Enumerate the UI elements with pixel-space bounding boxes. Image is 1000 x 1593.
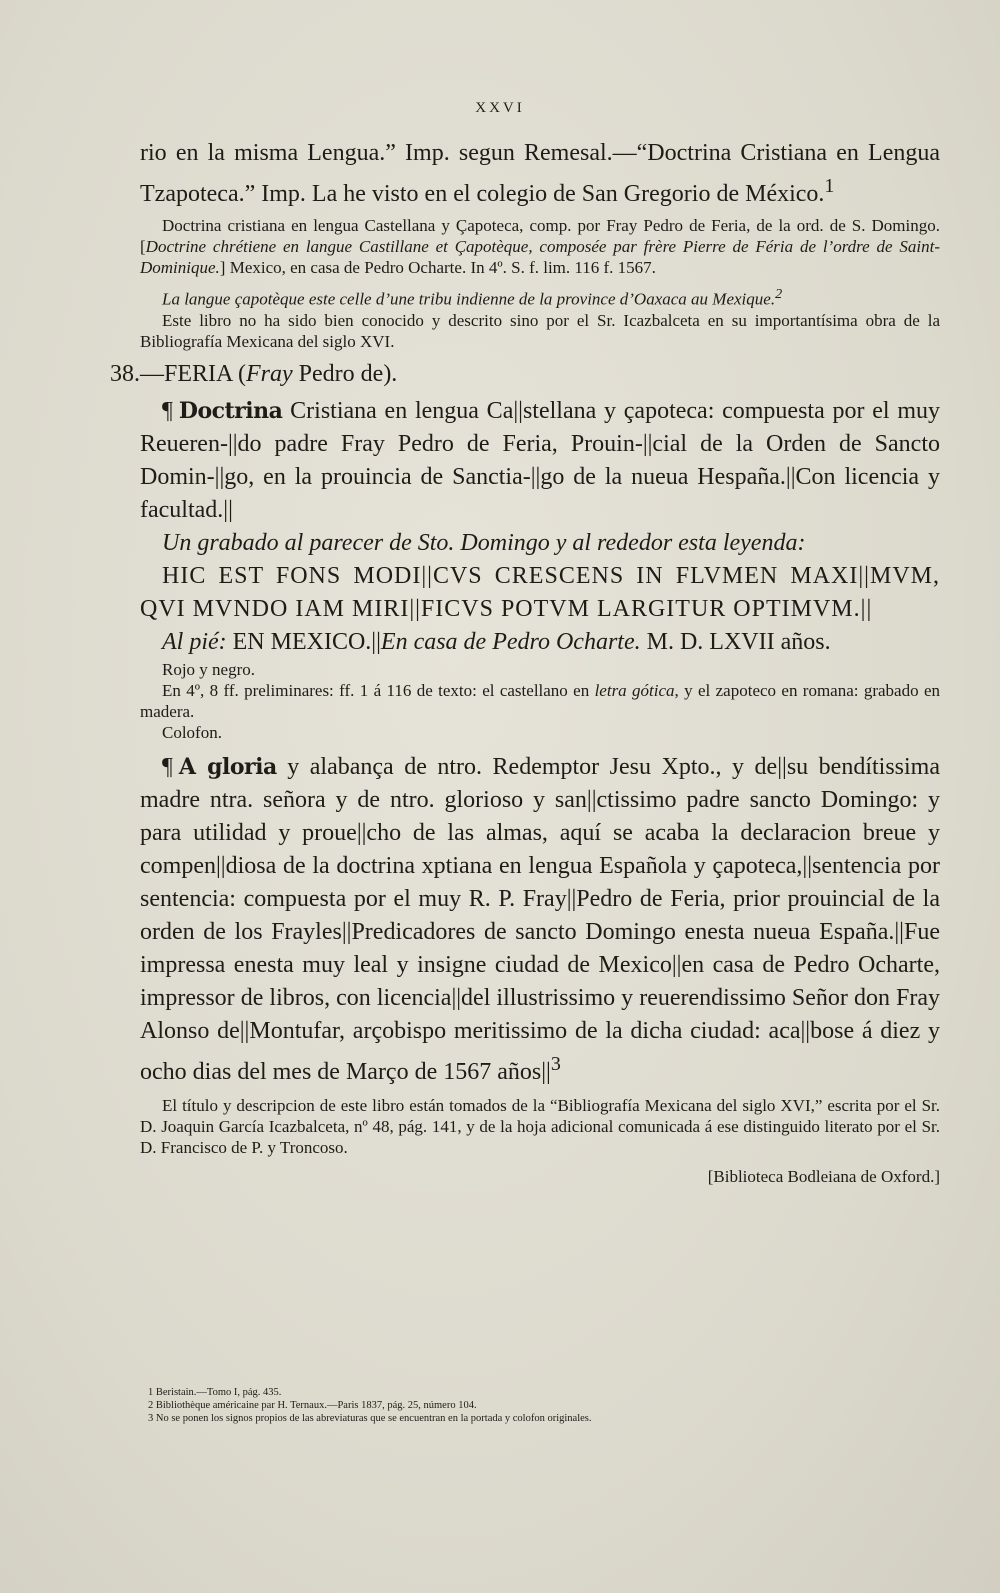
footnotes — [148, 1386, 928, 1425]
colors-note: Rojo y negro. — [162, 659, 256, 679]
footnote-2: 2 Bibliothèque américaine par H. Ternaux.—Paris 1837, pág. 25, número 104. — [148, 1400, 477, 1411]
paragraph-icazbalceta: Este libro no ha sido bien conocido y descrito sino por el Sr. Icazbalceta en su importantísima obra de la Bibliografía Mexicana del siglo XVI. — [140, 310, 940, 351]
engraving-note: Un grabado al parecer de Sto. Domingo y al rededor esta leyenda: — [162, 529, 806, 556]
paragraph-remesal: rio en la misma Lengua.” Imp. segun Remesal.—“Doctrina Cristiana en Lengua Tzapoteca.” Imp. La he visto en el colegio de San Gregorio de México.$^1$ — [140, 140, 940, 207]
footnote-ref-1: 1 — [824, 175, 835, 197]
library-location: [Biblioteca Bodleiana de Oxford.] — [707, 1166, 940, 1186]
footnote-1: 1 Beristain.—Tomo I, pág. 435. — [148, 1387, 282, 1398]
main-text — [110, 137, 941, 1187]
pilcrow-icon: ¶ — [162, 753, 173, 780]
paragraph-ternaux: La langue çapotèque este celle d’une tribu indienne de la province d’Oaxaca au Mexique.$^2$ — [162, 286, 783, 309]
engraving-legend: HIC EST FONS MODI||CVS CRESCENS IN FLVMEN MAXI||MVM, QVI MVNDO IAM MIRI||FICVS POTVM LARGITUR OPTIMVM.|| — [140, 562, 940, 622]
pilcrow-icon: ¶ — [162, 397, 173, 424]
colofon-label: Colofon. — [162, 722, 222, 742]
imprint: Al pié: EN MEXICO.||En casa de Pedro Ocharte. M. D. LXVII años. — [162, 628, 831, 655]
colophon-text: ¶ A gloria y alabança de ntro. Redemptor Jesu Xpto., y de||su bendítissima madre ntra. señora y de ntro. glorioso y san||ctissimo padre sancto Domingo: y para utilidad y proue||cho de las almas, aquí se acaba la declaracion breue y compen||diosa de la doctrina xptiana en lengua Española y çapoteca,||sentencia por sentencia: compuesta por el muy R. P. Fray||Pedro de Feria, prior prouincial de la orden de los Frayles||Predicadores de sancto Domingo enesta nueua España.||Fue impressa enesta muy leal y insigne ciudad de Mexico||en casa de Pedro Ocharte, impressor de libros, con licencia||del illustrissimo y reuerendissimo Señor don Fray Alonso de||Montufar, arçobispo meritissimo de la dicha ciudad: aca||bose á diez y ocho dias del mes de Março de 1567 $años||^3$ — [140, 753, 940, 1085]
page-number: XXVI — [475, 100, 525, 116]
footnote-ref-3: 3 — [550, 1052, 561, 1075]
source-note: El título y descripcion de este libro están tomados de la “Bibliografía Mexicana del siglo XVI,” escrita por el Sr. D. Joaquin García Icazbalceta, nº 48, pág. 141, y de la hoja adicional comunicada á ese distinguido literato por el Sr. D. Francisco de P. y Troncoso. — [140, 1095, 940, 1157]
book-title: ¶ Doctrina Cristiana en lengua Ca||stellana y çapoteca: compuesta por el muy Reueren-||do padre Fray Pedro de Feria, Prouin-||cial de la Orden de Sancto Domin-||go, en la prouincia de Sanctia-||go de la nueua Hespaña.||Con licencia y facultad.|| — [140, 397, 940, 523]
paragraph-beristain: Doctrina cristiana en lengua Castellana y Çapoteca, comp. por Fray Pedro de Feria, de la ord. de S. Domingo. [Doctrine chrétiene en langue Castillane et Çapotèque, composée par frère Pierre de Féria de l’ordre de Saint-Dominique.] Mexico, en casa de Pedro Ocharte. In 4º. S. f. lim. 116 f. 1567. — [140, 216, 940, 277]
entry-heading: 38.—FERIA (Fray Pedro de). — [110, 360, 398, 387]
footnote-3: 3 No se ponen los signos propios de las abreviaturas que se encuentran en la portada y colofon originales. — [148, 1413, 592, 1424]
footnote-ref-2: 2 — [775, 286, 783, 302]
physical-description: En 4º, 8 ff. preliminares: ff. 1 á 116 de texto: el castellano en letra gótica, y el zapoteco en romana: grabado en madera. — [140, 680, 941, 721]
